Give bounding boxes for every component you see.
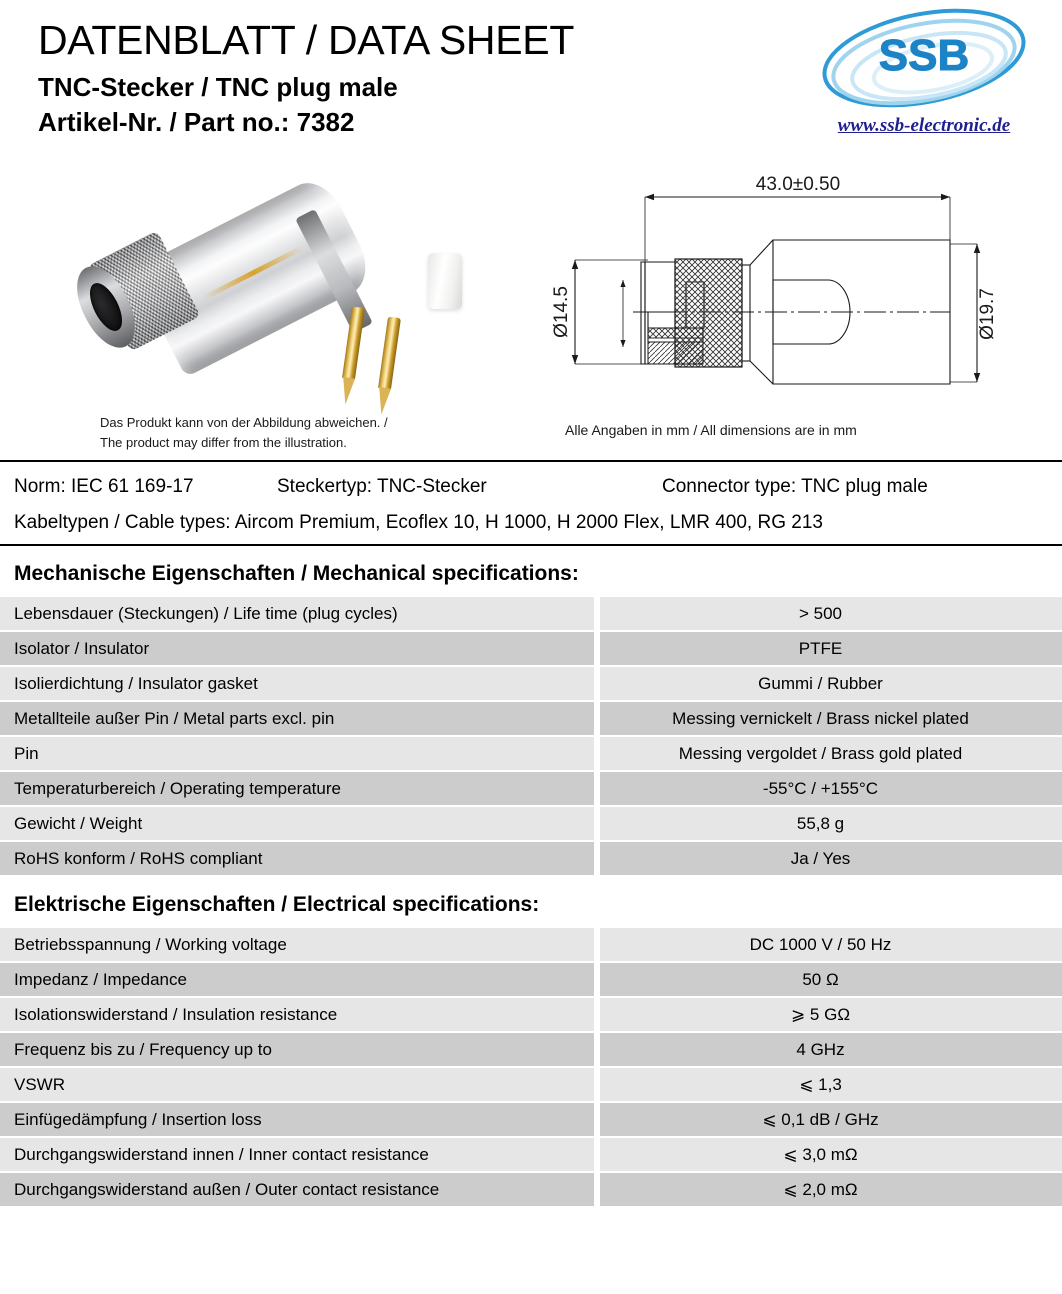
ptfe-insulator-sleeve [428,253,462,309]
part-number: Artikel-Nr. / Part no.: 7382 [38,106,355,137]
table-row [0,928,1062,961]
spec-value: Gummi / Rubber [600,667,1062,700]
table-row [0,1103,1062,1136]
spec-value: Ja / Yes [600,842,1062,875]
brand-logo-block [804,8,1044,137]
ssb-logo-text: SSB [878,31,969,80]
ssb-logo-icon [817,8,1032,113]
divider-bottom [0,544,1062,546]
drawing-units-note: Alle Angaben in mm / All dimensions are in mm [565,422,857,438]
table-row [0,963,1062,996]
norm-row [0,468,1062,504]
electrical-section-title: Elektrische Eigenschaften / Electrical specifications: [14,893,540,916]
electrical-section [0,893,1062,1208]
product-illustration-area [0,160,1062,460]
spec-value: ⩽ 1,3 [600,1068,1062,1101]
table-row [0,667,1062,700]
spec-key: RoHS konform / RoHS compliant [0,842,594,875]
length-dimension-label: 43.0±0.50 [755,174,841,195]
page-header [0,0,1062,160]
table-row [0,632,1062,665]
spec-value: > 500 [600,597,1062,630]
table-row [0,737,1062,770]
spec-value: ⩽ 0,1 dB / GHz [600,1103,1062,1136]
left-diameter-label: Ø14.5 [551,286,572,338]
spec-value: 55,8 g [600,807,1062,840]
product-photo [95,155,525,425]
table-row [0,807,1062,840]
table-row [0,772,1062,805]
spec-key: Temperaturbereich / Operating temperature [0,772,594,805]
table-row [0,842,1062,875]
spec-key: Impedanz / Impedance [0,963,594,996]
spec-key: Lebensdauer (Steckungen) / Life time (plug cycles) [0,597,594,630]
table-row [0,702,1062,735]
mechanical-spec-table [0,595,1062,877]
photo-disclaimer-en: The product may differ from the illustration. [100,435,347,451]
photo-disclaimer-de: Das Produkt kann von der Abbildung abweichen. / [100,415,388,430]
cable-types-row [0,504,1062,540]
spec-key: Betriebsspannung / Working voltage [0,928,594,961]
table-row [0,1068,1062,1101]
spec-key: Einfügedämpfung / Insertion loss [0,1103,594,1136]
table-row [0,597,1062,630]
spec-value: ⩽ 2,0 mΩ [600,1173,1062,1206]
electrical-table-body [0,928,1062,1206]
table-row [0,998,1062,1031]
spec-key: Durchgangswiderstand außen / Outer contact resistance [0,1173,594,1206]
spec-key: Isolationswiderstand / Insulation resistance [0,998,594,1031]
spec-key: Pin [0,737,594,770]
technical-drawing [545,172,1055,412]
norm-standard: Norm: IEC 61 169-17 [14,476,194,497]
norm-plug-type-de: Steckertyp: TNC-Stecker [277,476,487,497]
spec-key: Isolator / Insulator [0,632,594,665]
photo-disclaimer [100,413,388,453]
spec-value: 50 Ω [600,963,1062,996]
norm-plug-type-en: Connector type: TNC plug male [662,476,928,497]
spec-key: Durchgangswiderstand innen / Inner contact resistance [0,1138,594,1171]
spec-value: -55°C / +155°C [600,772,1062,805]
product-name: TNC-Stecker / TNC plug male [38,72,398,103]
spec-value: DC 1000 V / 50 Hz [600,928,1062,961]
spec-value: Messing vernickelt / Brass nickel plated [600,702,1062,735]
website-link[interactable]: www.ssb-electronic.de [837,115,1011,136]
mechanical-table-body [0,597,1062,875]
table-row [0,1138,1062,1171]
spec-value: ⩽ 3,0 mΩ [600,1138,1062,1171]
spec-value: 4 GHz [600,1033,1062,1066]
spec-key: Gewicht / Weight [0,807,594,840]
norm-block [0,462,1062,544]
table-row [0,1033,1062,1066]
gold-center-pin [378,316,401,389]
mechanical-section [0,562,1062,877]
electrical-spec-table [0,926,1062,1208]
cable-types-value: Kabeltypen / Cable types: Aircom Premium, Ecoflex 10, H 1000, H 2000 Flex, LMR 400, RG 213 [14,512,823,533]
section-hatch [648,342,703,364]
spec-value: ⩾ 5 GΩ [600,998,1062,1031]
table-row [0,1173,1062,1206]
spec-key: VSWR [0,1068,594,1101]
spec-key: Metallteile außer Pin / Metal parts excl. pin [0,702,594,735]
spec-value: Messing vergoldet / Brass gold plated [600,737,1062,770]
page-title: DATENBLATT / DATA SHEET [38,17,575,63]
spec-key: Isolierdichtung / Insulator gasket [0,667,594,700]
right-diameter-label: Ø19.7 [977,288,998,340]
mechanical-section-title: Mechanische Eigenschaften / Mechanical specifications: [14,562,579,585]
spec-value: PTFE [600,632,1062,665]
spec-key: Frequenz bis zu / Frequency up to [0,1033,594,1066]
